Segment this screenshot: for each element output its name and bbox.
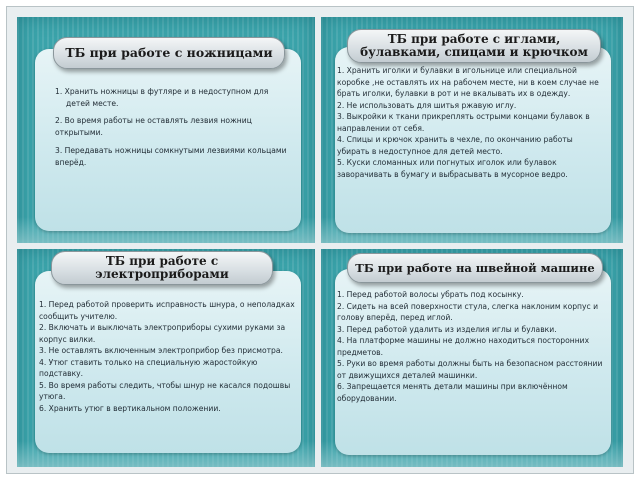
list-item: 1. Перед работой волосы убрать под косынку. — [337, 290, 524, 299]
list-item: 5. Руки во время работы должны быть на безопасном расстоянии от движущихся деталей машинки. — [337, 359, 603, 380]
list-item: 5. Куски сломанных или погнутых иголок или булавок заворачивать в бумагу и выбрасывать в мусорное ведро. — [337, 158, 568, 179]
list-item: 2. Сидеть на всей поверхности стула, слегка наклоним корпус и голову вперёд, перед иглой. — [337, 301, 599, 322]
list-item: 6. Хранить утюг в вертикальном положении. — [39, 403, 221, 413]
card-body-electrical — [39, 299, 299, 414]
list-item: 3. Перед работой удалить из изделия иглы и булавки. — [337, 324, 557, 334]
list-item: 5. Во время работы следить, чтобы шнур не касался подошвы утюга. — [39, 380, 291, 401]
list-item: 2. Не использовать для шитья ржавую иглу. — [337, 100, 517, 110]
list-item: 3. Выкройки к ткани прикреплять острыми концами булавок в направлении от себя. — [337, 112, 590, 133]
list-item: 1. Перед работой проверить исправность шнура, о неполадках сообщить учителю. — [39, 300, 295, 321]
card-body-scissors — [55, 86, 291, 168]
card-title-scissors: ТБ при работе с ножницами — [53, 37, 285, 69]
card-title-electrical: ТБ при работе с электроприборами — [51, 251, 273, 285]
list-item: 2. Во время работы не оставлять лезвия ножниц открытыми. — [55, 116, 252, 137]
card-body-needles — [337, 65, 607, 180]
card-title-sewing-machine: ТБ при работе на швейной машине — [347, 253, 603, 283]
list-item: 6. Запрещается менять детали машины при включённом оборудовании. — [337, 382, 568, 403]
list-item: 1. Хранить ножницы в футляре и в недоступном для детей месте. — [55, 87, 269, 108]
list-item: 3. Не оставлять включенным электроприбор без присмотра. — [39, 346, 283, 355]
list-item: 4. Утюг ставить только на специальную жаростойкую подставку. — [39, 357, 258, 378]
card-body-sewing-machine — [337, 289, 609, 404]
list-item: 3. Передавать ножницы сомкнутыми лезвиями кольцами вперёд. — [55, 146, 287, 167]
list-item: 2. Включать и выключать электроприборы сухими руками за корпус вилки. — [39, 323, 286, 344]
list-item: 1. Хранить иголки и булавки в игольнице или специальной коробке ,не оставлять их на рабочем месте, ни в коем случае не брать иголки, булавки в рот и не вкалывать их в одежду. — [337, 66, 599, 98]
list-item: 4. На платформе машины не должно находиться посторонних предметов. — [337, 336, 590, 357]
card-title-needles: ТБ при работе с иглами, булавками, спицами и крючком — [347, 29, 601, 63]
slide — [6, 6, 634, 474]
list-item: 4. Спицы и крючок хранить в чехле, по окончанию работы убирать в недоступное для детей место. — [337, 135, 573, 156]
